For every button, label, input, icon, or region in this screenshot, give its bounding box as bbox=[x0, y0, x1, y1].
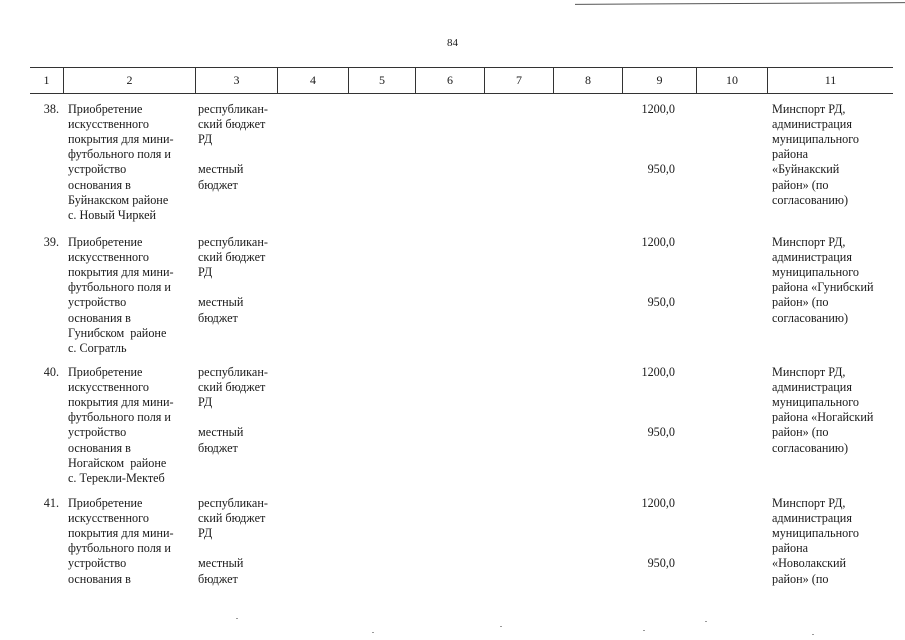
executor-line: муниципального bbox=[772, 265, 859, 280]
row-name-line: футбольного поля и bbox=[68, 541, 171, 556]
funding-source-local-line: местный bbox=[198, 162, 244, 177]
executor-line: администрация bbox=[772, 250, 852, 265]
row-number: 39. bbox=[43, 235, 59, 249]
row-name-line: Приобретение bbox=[68, 496, 143, 510]
executor-line: района bbox=[772, 147, 809, 162]
funding-source-republic-line: ский бюджет bbox=[198, 380, 266, 395]
funding-source-local-line: местный bbox=[198, 556, 244, 571]
amount-local: 950,0 bbox=[647, 162, 675, 177]
row-name-line: футбольного поля и bbox=[68, 147, 171, 162]
executor-line: «Новолакский bbox=[772, 556, 847, 571]
scan-speck bbox=[500, 626, 502, 627]
column-header-5: 5 bbox=[348, 68, 415, 93]
column-header-11: 11 bbox=[767, 68, 893, 93]
row-name-line: устройство bbox=[68, 295, 127, 310]
row-name-line: Приобретение bbox=[68, 102, 143, 116]
executor-line: согласованию) bbox=[772, 310, 849, 325]
executor-line: администрация bbox=[772, 117, 852, 132]
column-header-6: 6 bbox=[415, 68, 484, 93]
funding-source-republic-line: РД bbox=[198, 395, 213, 410]
row-name-line: с. Терекли-Мектеб bbox=[68, 470, 165, 485]
executor-line: согласованию) bbox=[772, 192, 849, 207]
row-number: 40. bbox=[43, 365, 59, 379]
funding-source-local-line: местный bbox=[198, 295, 244, 310]
executor-line: «Буйнакский bbox=[772, 162, 840, 177]
row-name-line: покрытия для мини- bbox=[68, 132, 174, 147]
amount-local: 950,0 bbox=[647, 425, 675, 440]
row-name-line: Приобретение bbox=[68, 365, 143, 379]
column-header-1: 1 bbox=[43, 73, 50, 87]
funding-source-republic-line: ский бюджет bbox=[198, 511, 266, 526]
funding-source-local-line: бюджет bbox=[198, 571, 238, 586]
funding-source-republic-line: республикан- bbox=[198, 365, 268, 379]
row-name-line: искусственного bbox=[68, 117, 149, 132]
funding-source-republic-line: РД bbox=[198, 526, 213, 541]
row-name-line: покрытия для мини- bbox=[68, 526, 174, 541]
executor-line: муниципального bbox=[772, 526, 859, 541]
scan-speck bbox=[705, 621, 707, 622]
row-name-line: искусственного bbox=[68, 250, 149, 265]
row-number: 38. bbox=[43, 102, 59, 116]
column-header-3: 3 bbox=[195, 68, 277, 93]
row-name-line: устройство bbox=[68, 556, 127, 571]
executor-line: муниципального bbox=[772, 132, 859, 147]
row-name-line: с. Новый Чиркей bbox=[68, 207, 156, 222]
row-name-line: устройство bbox=[68, 162, 127, 177]
row-name-line: искусственного bbox=[68, 380, 149, 395]
column-header-2: 2 bbox=[63, 68, 195, 93]
table-header bbox=[30, 67, 893, 94]
executor-line: района «Гунибский bbox=[772, 280, 874, 295]
funding-source-local-line: бюджет bbox=[198, 177, 238, 192]
executor-line: района «Ногайский bbox=[772, 410, 874, 425]
row-name-line: основания в bbox=[68, 310, 131, 325]
scan-speck bbox=[643, 630, 645, 631]
funding-source-republic-line: республикан- bbox=[198, 102, 268, 116]
funding-source-republic-line: ский бюджет bbox=[198, 117, 266, 132]
executor-line: район» (по bbox=[772, 177, 829, 192]
row-number: 41. bbox=[43, 496, 59, 510]
row-name-line: основания в bbox=[68, 571, 131, 586]
scan-speck bbox=[372, 632, 374, 633]
executor-line: согласованию) bbox=[772, 440, 849, 455]
executor-line: администрация bbox=[772, 511, 852, 526]
funding-source-republic-line: республикан- bbox=[198, 235, 268, 249]
funding-source-republic-line: РД bbox=[198, 132, 213, 147]
executor-line: район» (по bbox=[772, 425, 829, 440]
column-header-9: 9 bbox=[622, 68, 696, 93]
row-name-line: покрытия для мини- bbox=[68, 395, 174, 410]
executor-line: Минспорт РД, bbox=[772, 496, 846, 510]
scan-speck bbox=[236, 618, 238, 619]
column-header-8: 8 bbox=[553, 68, 622, 93]
page-number: 84 bbox=[447, 37, 458, 49]
row-name-line: Гунибском районе bbox=[68, 325, 167, 340]
funding-source-local-line: местный bbox=[198, 425, 244, 440]
funding-source-republic-line: РД bbox=[198, 265, 213, 280]
executor-line: район» (по bbox=[772, 295, 829, 310]
executor-line: района bbox=[772, 541, 809, 556]
funding-source-republic-line: республикан- bbox=[198, 496, 268, 510]
amount-republic: 1200,0 bbox=[641, 102, 675, 116]
row-name-line: футбольного поля и bbox=[68, 410, 171, 425]
executor-line: муниципального bbox=[772, 395, 859, 410]
scan-speck bbox=[812, 634, 814, 635]
column-header-4: 4 bbox=[277, 68, 348, 93]
amount-local: 950,0 bbox=[647, 295, 675, 310]
amount-local: 950,0 bbox=[647, 556, 675, 571]
column-header-10: 10 bbox=[696, 68, 767, 93]
executor-line: Минспорт РД, bbox=[772, 235, 846, 249]
funding-source-local-line: бюджет bbox=[198, 440, 238, 455]
row-name-line: Ногайском районе bbox=[68, 455, 167, 470]
row-name-line: основания в bbox=[68, 440, 131, 455]
executor-line: Минспорт РД, bbox=[772, 365, 846, 379]
row-name-line: основания в bbox=[68, 177, 131, 192]
amount-republic: 1200,0 bbox=[641, 496, 675, 510]
amount-republic: 1200,0 bbox=[641, 365, 675, 379]
funding-source-local-line: бюджет bbox=[198, 310, 238, 325]
scan-edge-line bbox=[575, 2, 905, 5]
executor-line: администрация bbox=[772, 380, 852, 395]
row-name-line: Буйнакском районе bbox=[68, 192, 169, 207]
amount-republic: 1200,0 bbox=[641, 235, 675, 249]
row-name-line: Приобретение bbox=[68, 235, 143, 249]
executor-line: район» (по bbox=[772, 571, 829, 586]
funding-source-republic-line: ский бюджет bbox=[198, 250, 266, 265]
row-name-line: покрытия для мини- bbox=[68, 265, 174, 280]
row-name-line: искусственного bbox=[68, 511, 149, 526]
row-name-line: устройство bbox=[68, 425, 127, 440]
row-name-line: футбольного поля и bbox=[68, 280, 171, 295]
row-name-line: с. Согратль bbox=[68, 340, 127, 355]
executor-line: Минспорт РД, bbox=[772, 102, 846, 116]
column-header-7: 7 bbox=[484, 68, 553, 93]
